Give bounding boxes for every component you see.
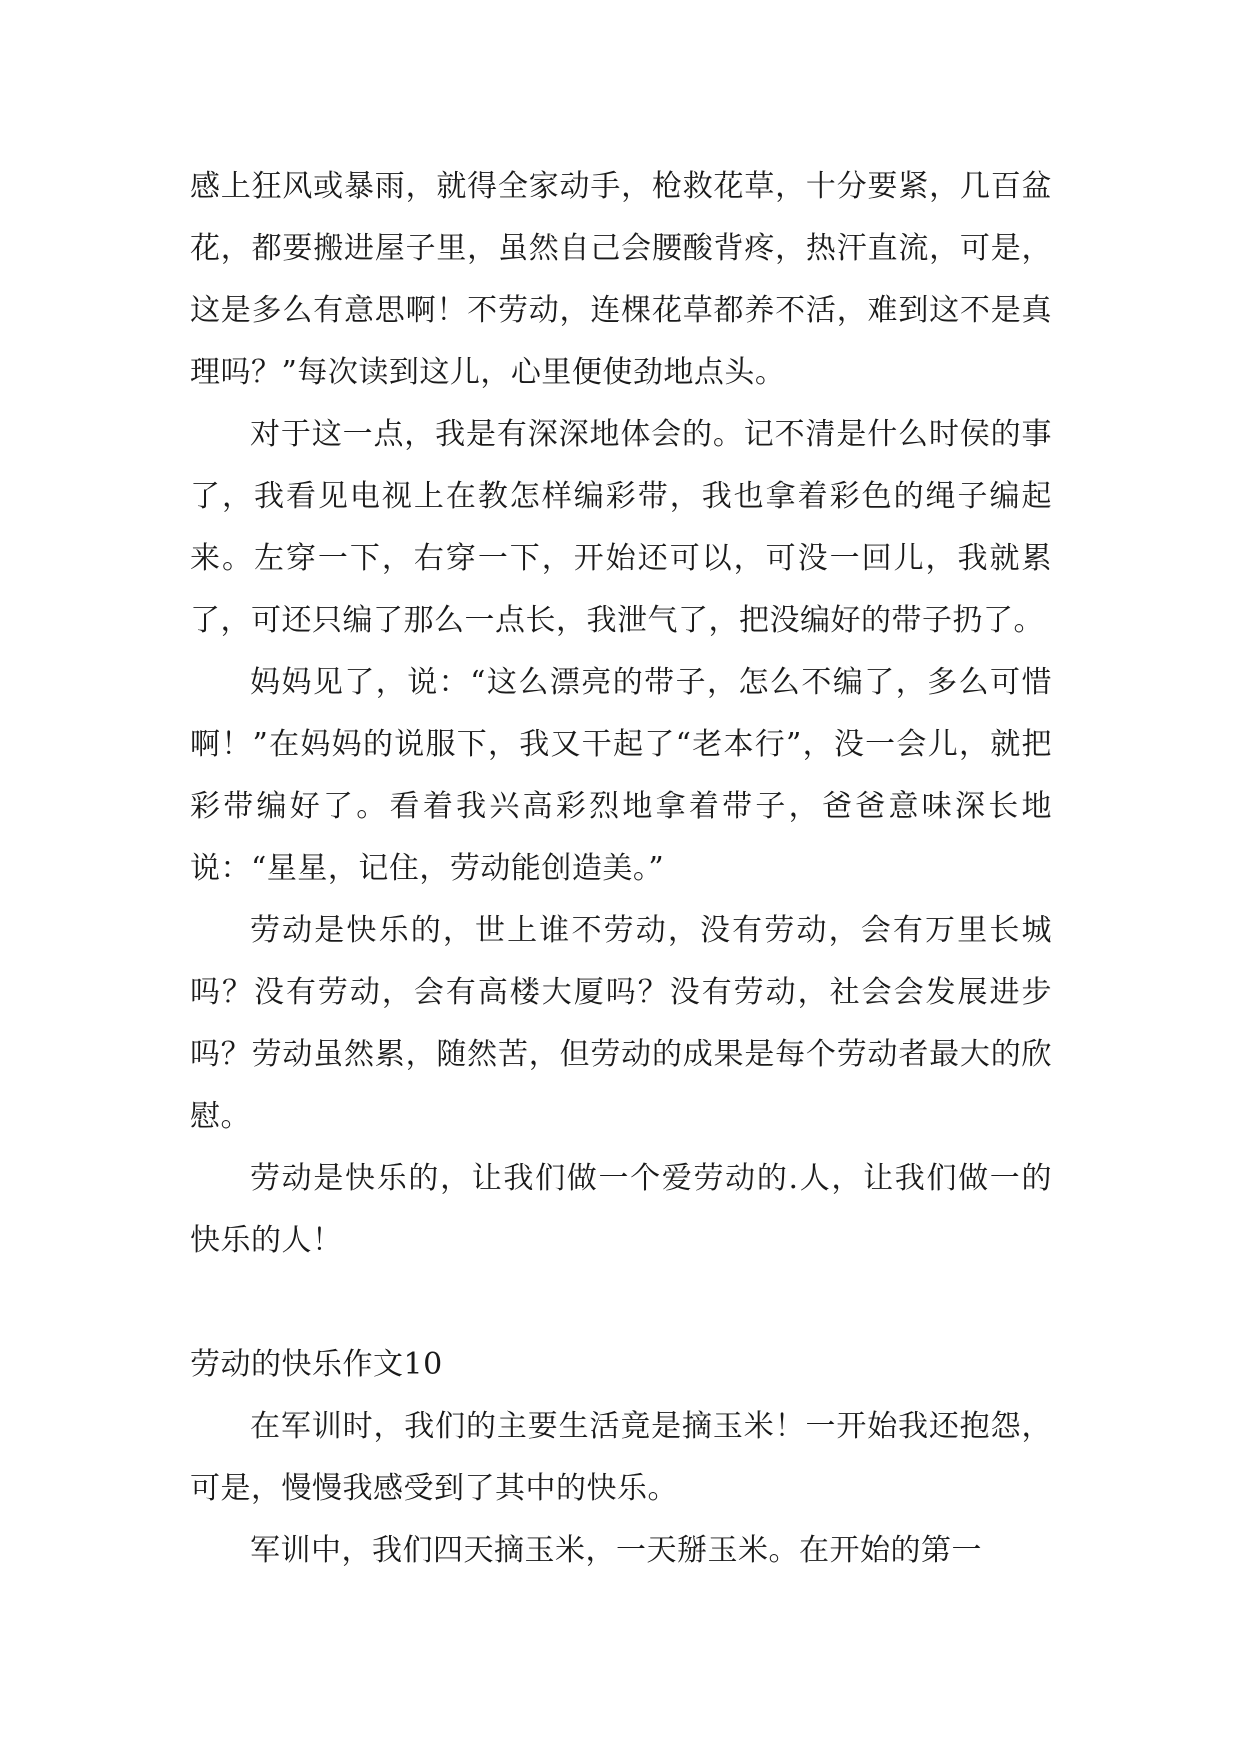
paragraph: 感上狂风或暴雨，就得全家动手，枪救花草，十分要紧，几百盆花，都要搬进屋子里，虽然自己会腰酸背疼，热汗直流，可是，这是多么有意思啊！不劳动，连棵花草都养不活，难到这不是真理吗？”每次读到这儿，心里便使劲地点头。 xyxy=(190,169,1052,390)
paragraph: 军训中，我们四天摘玉米，一天掰玉米。在开始的第一 xyxy=(250,1533,982,1568)
document-page xyxy=(190,156,1052,1582)
paragraph: 对于这一点，我是有深深地体会的。记不清是什么时侯的事了，我看见电视上在教怎样编彩带，我也拿着彩色的绳子编起来。左穿一下，右穿一下，开始还可以，可没一回儿，我就累了，可还只编了那么一点长，我泄气了，把没编好的带子扔了。 xyxy=(190,417,1052,638)
section-heading: 劳动的快乐作文10 xyxy=(190,1347,443,1382)
paragraph: 妈妈见了，说：“这么漂亮的带子，怎么不编了，多么可惜啊！”在妈妈的说服下，我又干起了“老本行”，没一会儿，就把彩带编好了。看着我兴高彩烈地拿着带子，爸爸意味深长地说：“星星，记住，劳动能创造美。” xyxy=(190,665,1052,886)
paragraph: 在军训时，我们的主要生活竟是摘玉米！一开始我还抱怨，可是，慢慢我感受到了其中的快乐。 xyxy=(190,1409,1052,1506)
paragraph: 劳动是快乐的，世上谁不劳动，没有劳动，会有万里长城吗？没有劳动，会有高楼大厦吗？没有劳动，社会会发展进步吗？劳动虽然累，随然苦，但劳动的成果是每个劳动者最大的欣慰。 xyxy=(190,913,1052,1134)
paragraph: 劳动是快乐的，让我们做一个爱劳动的.人，让我们做一的快乐的人！ xyxy=(190,1161,1052,1258)
